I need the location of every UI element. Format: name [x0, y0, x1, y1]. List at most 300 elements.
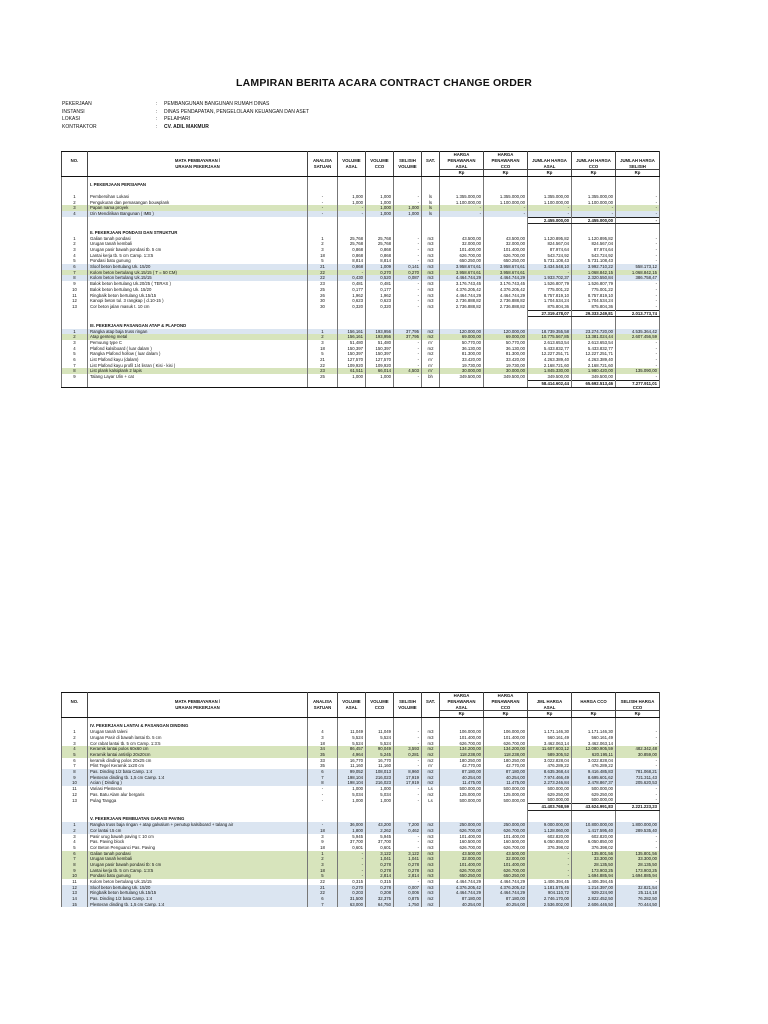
cell-price-original	[440, 310, 484, 317]
cell-price-cco: 4.464.744,29	[484, 890, 528, 896]
cell-price-original: 3.958.674,61	[440, 270, 484, 276]
cell-total-cco: 376.398,02	[572, 845, 616, 851]
cell-total-original: 1.128.060,00	[528, 828, 572, 834]
cell-total-diff: -	[616, 200, 660, 206]
cell-total-original: 875.804,36	[528, 304, 572, 310]
cell-unit: m2	[422, 896, 440, 902]
cell-item: Talang Layar Ulin + cat	[88, 374, 308, 380]
header-jsel: JUMLAH HARGA	[616, 158, 660, 164]
cell-no: 8	[62, 275, 88, 281]
cell-total-original: -	[528, 868, 572, 874]
cell-total-diff: 25.114,18	[616, 890, 660, 896]
cell-volume-cco: 0,320	[366, 304, 394, 310]
cell-volume-cco: 150,397	[366, 351, 394, 357]
info-row	[62, 109, 309, 117]
cell-total-cco: 2.613.653,54	[572, 340, 616, 346]
cell-total-original: 1.355.000,00	[528, 194, 572, 200]
cell-price-cco: 33.420,00	[484, 357, 528, 363]
cell-analysis: -	[308, 205, 338, 211]
cell-total-cco: 8.695.601,62	[572, 775, 616, 781]
cell-item: Kanopi beton tul. 3 rangkap ( d.10-15 )	[88, 298, 308, 304]
cell-item: Pondasi batu gunung	[88, 258, 308, 264]
cell-total-original: 589.305,52	[528, 752, 572, 758]
cell-total-diff: -	[616, 758, 660, 764]
cell-item: Galian tanah pondasi	[88, 851, 308, 857]
header-selisih: VOLUME	[394, 163, 422, 169]
cell-price-original	[440, 380, 484, 387]
cell-volume-original: 51,480	[338, 340, 366, 346]
cell-volume-original: 0,177	[338, 287, 366, 293]
cell-total-diff: 7.277.911,01	[616, 380, 660, 387]
cell-analysis: 3	[308, 247, 338, 253]
cell-volume-cco: 90,049	[366, 746, 394, 752]
cell-item: Urugan tanah kembali	[88, 856, 308, 862]
cell-item: Plafond kalsiboard ( luar dalam )	[88, 346, 308, 352]
cell-price-cco: 1.100.000,00	[484, 200, 528, 206]
cell-no: 6	[62, 357, 88, 363]
cell-volume-original	[338, 310, 366, 317]
cell-total-diff: 2.221.223,23	[616, 804, 660, 811]
cell-volume-diff: -	[394, 293, 422, 299]
cell-volume-diff: 0,270	[394, 270, 422, 276]
cell-volume-cco: 32,375	[366, 896, 394, 902]
header-rp	[88, 711, 308, 718]
cell-total-cco: 1.355.000,00	[572, 194, 616, 200]
cell-total-original: 5.433.832,77	[528, 346, 572, 352]
cell-total-original: 775.001,22	[528, 287, 572, 293]
cell-volume-cco: 5,034	[366, 792, 394, 798]
header-selisih: VOLUME	[394, 704, 422, 710]
cell-unit: m3	[422, 879, 440, 885]
cell-item: III. PEKERJAAN PASANGAN ATAP & PLAFOND	[88, 323, 308, 329]
cell-total-cco: 1.100.000,00	[572, 200, 616, 206]
cell-item	[88, 380, 308, 387]
cell-price-cco: 43.500,00	[484, 236, 528, 242]
cell-volume-cco	[366, 217, 394, 224]
cell-price-cco: 4.376.205,42	[484, 287, 528, 293]
cell-volume-diff: -	[394, 346, 422, 352]
cell-volume-original: 31,500	[338, 896, 366, 902]
cell-volume-original: -	[338, 211, 366, 217]
cell-total-original: 3.434.548,10	[528, 264, 572, 270]
cell-unit: m3	[422, 828, 440, 834]
cell-total-cco: 33.300,00	[572, 856, 616, 862]
header-rp: Rp	[484, 711, 528, 718]
cell-total-original: 376.398,02	[528, 845, 572, 851]
cell-price-cco	[484, 217, 528, 224]
cell-no: 6	[62, 758, 88, 764]
header-vasal: ASAL	[338, 163, 366, 169]
cell-price-cco: 500.000,00	[484, 797, 528, 803]
cell-total-diff: 558.173,12	[616, 264, 660, 270]
cell-volume-cco: 1,000	[366, 200, 394, 206]
cell-unit: m3	[422, 845, 440, 851]
cell-volume-cco: 127,570	[366, 357, 394, 363]
cell-volume-cco: 1,000	[366, 211, 394, 217]
cell-price-cco: 3.176.743,45	[484, 281, 528, 287]
header-analisa: SATUAN	[308, 163, 338, 169]
cell-volume-diff: 4,503	[394, 368, 422, 374]
header-rp: Rp	[528, 711, 572, 718]
cell-total-original: 5.731.108,43	[528, 258, 572, 264]
cell-item: Cor beton jalan masuk t. 10 cm	[88, 304, 308, 310]
cell-volume-cco: 193,956	[366, 334, 394, 340]
cell-item: Pulag Tangga	[88, 797, 308, 803]
cell-item: Pas. Paving block	[88, 839, 308, 845]
cell-price-cco: 2.736.888,82	[484, 298, 528, 304]
cell-volume-diff: 0,278	[394, 862, 422, 868]
cell-no: 8	[62, 862, 88, 868]
cell-price-cco: 43.500,00	[484, 851, 528, 857]
cell-price-original: 118.238,00	[440, 752, 484, 758]
cell-analysis: 5	[308, 873, 338, 879]
cell-analysis: 34	[308, 746, 338, 752]
cell-no: 5	[62, 351, 88, 357]
cell-price-cco: 118.238,00	[484, 752, 528, 758]
cell-total-original: 2.168.721,60	[528, 363, 572, 369]
cell-volume-cco: 0,315	[366, 879, 394, 885]
cell-unit: m2	[422, 758, 440, 764]
cell-no: 13	[62, 797, 88, 803]
cell-unit: m'	[422, 368, 440, 374]
cell-volume-diff: -	[394, 786, 422, 792]
cell-item: Sloof beton bertulang Uk. 15/20	[88, 885, 308, 891]
cell-price-cco: 1.355.000,00	[484, 194, 528, 200]
cell-total-cco: 1.526.807,79	[572, 281, 616, 287]
cell-price-original: 4.376.205,42	[440, 885, 484, 891]
cell-total-cco: 1.068.842,15	[572, 270, 616, 276]
cell-volume-cco: 3,122	[366, 851, 394, 857]
cell-price-original: 101.400,00	[440, 834, 484, 840]
cell-volume-cco: 5,524	[366, 741, 394, 747]
cell-total-cco: 5.433.832,77	[572, 346, 616, 352]
cell-item: Pondasi batu gunung	[88, 873, 308, 879]
cell-total-cco: -	[572, 211, 616, 217]
cell-item: Kolom beton bertulang Uk.15/15	[88, 879, 308, 885]
cell-unit: m'	[422, 357, 440, 363]
cell-total-diff: 70.444,50	[616, 902, 660, 908]
cell-price-original: 81.300,00	[440, 351, 484, 357]
cell-total-diff: -	[616, 293, 660, 299]
cell-price-cco: 32.000,00	[484, 856, 528, 862]
cell-total-cco: 28.135,50	[572, 862, 616, 868]
cell-total-original: 41.403.768,59	[528, 804, 572, 811]
cell-total-cco: 629.250,00	[572, 792, 616, 798]
cell-volume-cco: 0,177	[366, 287, 394, 293]
cell-no: 3	[62, 340, 88, 346]
header-mata: URAIAN PEKERJAAN	[88, 163, 308, 169]
info-label: INSTANSI	[62, 108, 85, 115]
cell-analysis: 23	[308, 281, 338, 287]
cell-total-cco: 87.974,64	[572, 247, 616, 253]
cell-volume-diff: -	[394, 236, 422, 242]
cell-total-diff: -	[616, 729, 660, 735]
cell-volume-cco: 2,814	[366, 873, 394, 879]
cell-volume-diff: -	[394, 741, 422, 747]
cell-unit: ls	[422, 200, 440, 206]
cell-no: 4	[62, 746, 88, 752]
cell-total-cco: 3.022.828,04	[572, 758, 616, 764]
cell-volume-original: 25,768	[338, 236, 366, 242]
cell-no: 7	[62, 270, 88, 276]
cell-total-cco: 500.000,00	[572, 786, 616, 792]
cell-analysis: -	[308, 797, 338, 803]
header-rp	[394, 170, 422, 177]
header-rp	[422, 170, 440, 177]
cell-volume-diff: -	[394, 351, 422, 357]
header-hcco: CCO	[484, 704, 528, 710]
table-row	[62, 902, 660, 908]
cell-item: List plank kalsiplank 2 lapis	[88, 368, 308, 374]
cell-price-original: 3.176.743,45	[440, 281, 484, 287]
cell-price-original: 4.464.744,29	[440, 890, 484, 896]
cell-unit: m3	[422, 856, 440, 862]
cell-total-diff: 76.282,50	[616, 896, 660, 902]
cell-volume-original	[338, 804, 366, 811]
cell-total-original: 2.273.246,84	[528, 780, 572, 786]
cell-unit: m2	[422, 334, 440, 340]
cell-unit: m2	[422, 902, 440, 908]
cell-item: Ringbalk beton bertulang Uk.15/15	[88, 293, 308, 299]
cell-no: 3	[62, 205, 88, 211]
cell-price-cco: 626.700,00	[484, 845, 528, 851]
cell-unit: ls	[422, 205, 440, 211]
cell-analysis: -	[308, 786, 338, 792]
cell-volume-diff: 0,141	[394, 264, 422, 270]
cell-price-cco: 19.730,00	[484, 363, 528, 369]
cell-volume-cco: 2,262	[366, 828, 394, 834]
cell-analysis: 25	[308, 287, 338, 293]
cell-price-original: 11.475,00	[440, 780, 484, 786]
cell-volume-original: 86,457	[338, 746, 366, 752]
cell-volume-cco: 1,009	[366, 264, 394, 270]
cco-table-2	[61, 692, 660, 907]
cell-no: 10	[62, 780, 88, 786]
cell-total-cco: 620.195,11	[572, 752, 616, 758]
cell-price-cco: 101.400,00	[484, 247, 528, 253]
cell-unit: m3	[422, 293, 440, 299]
cell-volume-cco: 1,041	[366, 856, 394, 862]
cco-table-1	[61, 151, 660, 388]
header-rp	[62, 711, 88, 718]
cell-no: 10	[62, 873, 88, 879]
cell-volume-diff: -	[394, 839, 422, 845]
cell-analysis	[308, 804, 338, 811]
cell-unit: m3	[422, 287, 440, 293]
cell-no: 4	[62, 839, 88, 845]
cell-no: 8	[62, 368, 88, 374]
cell-volume-diff: 37,795	[394, 329, 422, 335]
cell-unit: m3	[422, 258, 440, 264]
info-row	[62, 101, 309, 109]
cell-item: Pas. Dinding 1/2 bata Camp. 1:4	[88, 769, 308, 775]
cell-price-cco: 2.736.888,82	[484, 304, 528, 310]
cell-volume-cco: 193,956	[366, 329, 394, 335]
header-rp: Rp	[484, 170, 528, 177]
cell-price-original: 626.700,00	[440, 828, 484, 834]
cell-analysis: -	[308, 200, 338, 206]
header-rp	[366, 170, 394, 177]
cell-volume-original: 0,601	[338, 845, 366, 851]
cell-no: 5	[62, 258, 88, 264]
cell-price-cco: 125.000,00	[484, 792, 528, 798]
cell-price-cco: 50.770,00	[484, 340, 528, 346]
cell-item: Papan nama proyek	[88, 205, 308, 211]
cell-total-diff: -	[616, 357, 660, 363]
cell-total-original: -	[528, 856, 572, 862]
cell-total-diff: -	[616, 211, 660, 217]
cell-total-cco: 12.227.251,71	[572, 351, 616, 357]
cell-total-diff: 135.090,00	[616, 368, 660, 374]
cell-price-cco: 11.475,00	[484, 780, 528, 786]
cell-price-original	[440, 804, 484, 811]
cell-volume-cco: 51,480	[366, 340, 394, 346]
cell-total-original: 1.704.534,24	[528, 298, 572, 304]
cell-analysis: 18	[308, 253, 338, 259]
cell-item	[88, 310, 308, 317]
cell-total-cco: 1.406.394,45	[572, 879, 616, 885]
cell-volume-cco: 11,049	[366, 729, 394, 735]
header-vcco: CCO	[366, 704, 394, 710]
cell-no: 3	[62, 834, 88, 840]
cell-volume-diff: 1,000	[394, 205, 422, 211]
cell-total-original: 1.406.394,45	[528, 879, 572, 885]
cell-volume-cco: 5,945	[366, 834, 394, 840]
header-jsel: SELISIH	[616, 163, 660, 169]
cell-analysis: 18	[308, 741, 338, 747]
info-colon: :	[156, 108, 158, 115]
cell-volume-diff: 17,919	[394, 780, 422, 786]
cell-total-diff: -	[616, 205, 660, 211]
cell-total-diff: 4.535.364,42	[616, 329, 660, 335]
cell-no: 6	[62, 264, 88, 270]
header-rp: Rp	[572, 711, 616, 718]
cell-analysis: 21	[308, 885, 338, 891]
cell-analysis: 7	[308, 902, 338, 908]
cell-volume-diff: -	[394, 729, 422, 735]
cell-total-original: 602.820,00	[528, 834, 572, 840]
cell-item: Lantai kerja tb. 5 cm Camp. 1:3:5	[88, 253, 308, 259]
cell-price-original: 160.500,00	[440, 839, 484, 845]
cell-price-cco: 40.254,00	[484, 902, 528, 908]
info-label: PEKERJAAN	[62, 101, 92, 107]
cell-total-diff: 135.801,56	[616, 851, 660, 857]
cell-price-cco: 626.700,00	[484, 868, 528, 874]
cell-unit: m3	[422, 741, 440, 747]
header-rp: Rp	[616, 711, 660, 718]
cell-price-original: 87.180,00	[440, 896, 484, 902]
cell-volume-cco: 43,200	[366, 822, 394, 828]
cell-total-diff: 1.068.842,15	[616, 270, 660, 276]
cell-total-diff: -	[616, 253, 660, 259]
cell-volume-diff: -	[394, 247, 422, 253]
cell-unit	[422, 804, 440, 811]
cell-volume-cco: 150,397	[366, 346, 394, 352]
cell-volume-original: -	[338, 862, 366, 868]
cell-no: 4	[62, 211, 88, 217]
cell-price-cco	[484, 380, 528, 387]
cell-total-diff: 781.068,21	[616, 769, 660, 775]
cell-analysis: 5	[308, 351, 338, 357]
cell-total-cco: 543.724,92	[572, 253, 616, 259]
cell-volume-diff: -	[394, 845, 422, 851]
cell-volume-cco: 5,524	[366, 735, 394, 741]
cell-price-original: 650.250,00	[440, 873, 484, 879]
cell-unit: m3	[422, 270, 440, 276]
cell-item: Keramik lantai polos 60x60 cm	[88, 746, 308, 752]
cell-item: Plesteran dinding tb. 1,5 cm Camp. 1:4	[88, 902, 308, 908]
cell-volume-original: 150,397	[338, 346, 366, 352]
cell-volume-diff: -	[394, 735, 422, 741]
cell-volume-diff: 3,593	[394, 746, 422, 752]
cell-total-original: 9.000.000,00	[528, 822, 572, 828]
cell-volume-original: 63,000	[338, 902, 366, 908]
cell-no: 2	[62, 241, 88, 247]
cell-analysis: 22	[308, 270, 338, 276]
cell-price-original: 43.500,00	[440, 236, 484, 242]
header-sat: SAT.	[422, 699, 440, 705]
cell-volume-original: 198,104	[338, 775, 366, 781]
cell-analysis: 35	[308, 763, 338, 769]
cell-volume-original: 1,000	[338, 786, 366, 792]
cell-no: 9	[62, 868, 88, 874]
cell-volume-original: 0,270	[338, 885, 366, 891]
cell-price-original: 2.736.888,82	[440, 298, 484, 304]
cell-item: Urugan pasir bawah pondasi tb: 5 cm	[88, 862, 308, 868]
cell-price-original: 19.730,00	[440, 363, 484, 369]
cell-no: 3	[62, 247, 88, 253]
cell-volume-diff: -	[394, 340, 422, 346]
cell-total-original: 904.110,72	[528, 890, 572, 896]
cell-unit: ls	[422, 194, 440, 200]
cell-total-cco: 1.704.534,24	[572, 298, 616, 304]
cell-no	[62, 217, 88, 224]
cell-price-original: 30.000,00	[440, 368, 484, 374]
cell-item: Variasi Plesteran	[88, 786, 308, 792]
cell-unit: m3	[422, 275, 440, 281]
cell-total-diff: -	[616, 236, 660, 242]
cell-total-diff: -	[616, 241, 660, 247]
cell-total-original: 3.022.828,04	[528, 758, 572, 764]
cell-volume-cco: 1,000	[366, 194, 394, 200]
subtotal-row	[62, 217, 660, 224]
cell-price-cco: 349.500,00	[484, 374, 528, 380]
cell-total-original: 349.500,00	[528, 374, 572, 380]
header-rp: Rp	[440, 711, 484, 718]
cell-total-cco: 1.120.895,82	[572, 236, 616, 242]
cell-item: Sloof beton bertulang Uk. 15/20	[88, 264, 308, 270]
cell-total-original: 3.462.063,14	[528, 741, 572, 747]
cell-analysis: 3	[308, 340, 338, 346]
header-hasal: PENAWARAN	[440, 158, 484, 164]
cell-analysis: 26	[308, 293, 338, 299]
cell-total-cco: 476.289,22	[572, 763, 616, 769]
cell-total-cco: 9.416.485,83	[572, 769, 616, 775]
cell-volume-original: 109,920	[338, 363, 366, 369]
cell-price-cco	[484, 804, 528, 811]
cell-volume-original	[338, 380, 366, 387]
header-jsel: SELISIH HARGA	[616, 699, 660, 705]
cell-total-diff: 1.694.885,94	[616, 873, 660, 879]
cell-total-cco: 13.381.024,44	[572, 334, 616, 340]
header-hcco: PENAWARAN	[484, 699, 528, 705]
cell-total-original: 629.250,00	[528, 792, 572, 798]
cell-price-original: 626.700,00	[440, 868, 484, 874]
cell-volume-cco: 0,601	[366, 845, 394, 851]
header-sat: SAT.	[422, 158, 440, 164]
cell-volume-diff: 0,007	[394, 885, 422, 891]
header-analisa: ANALISA	[308, 158, 338, 164]
